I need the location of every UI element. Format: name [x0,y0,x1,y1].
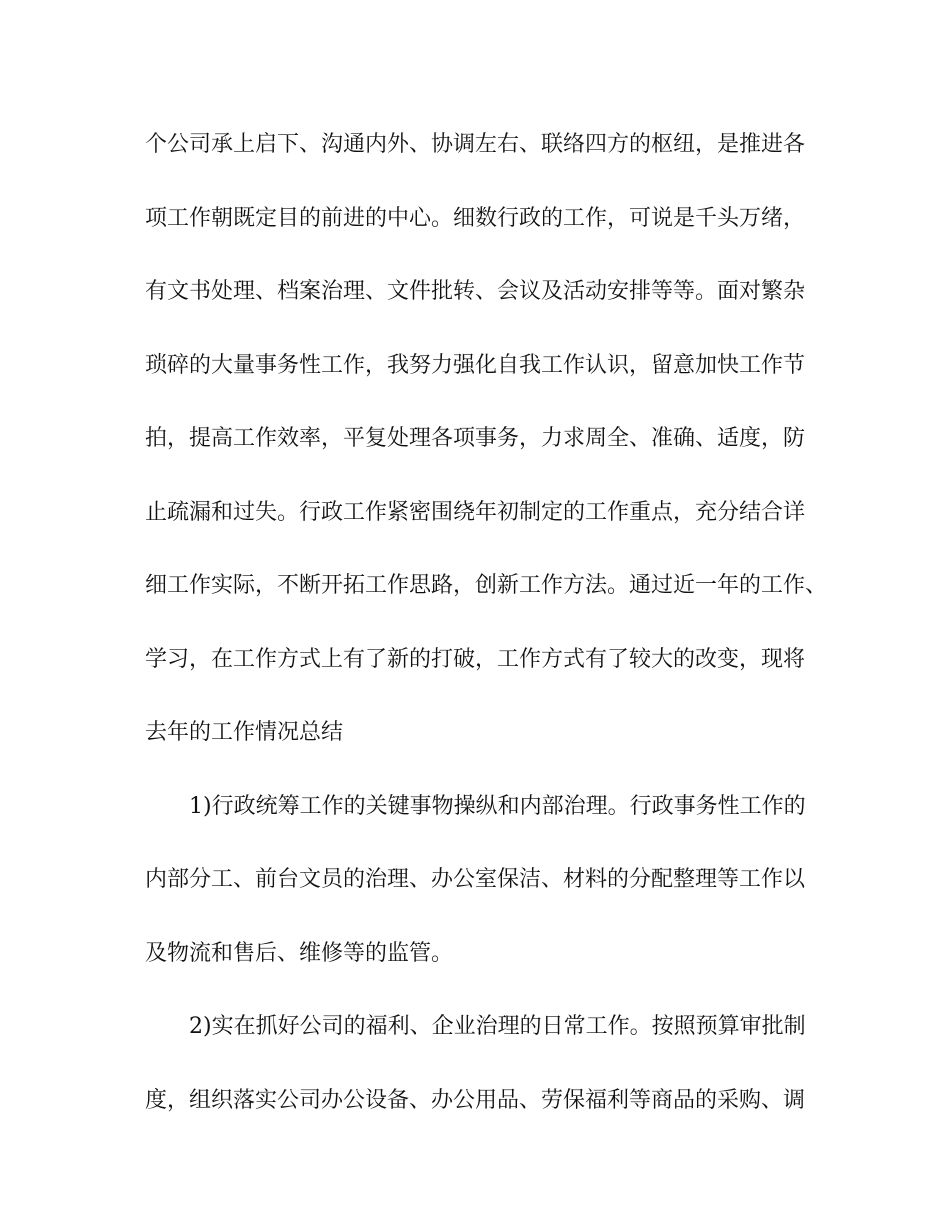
text-line: 项工作朝既定目的前进的中心。细数行政的工作，可说是千头万绪， [145,205,806,231]
text-line: 止疏漏和过失。行政工作紧密围绕年初制定的工作重点，充分结合详 [145,499,806,525]
paragraph-1-start: 1)行政统筹工作的关键事物操纵和内部治理。行政事务性工作的 [189,793,806,819]
text-line: 度，组织落实公司办公设备、办公用品、劳保福利等商品的采购、调 [145,1087,806,1113]
text-line: 有文书处理、档案治理、文件批转、会议及活动安排等等。面对繁杂 [145,279,806,304]
text-line: 琐碎的大量事务性工作，我努力强化自我工作认识，留意加快工作节 [145,352,806,378]
text-line: 细工作实际，不断开拓工作思路，创新工作方法。通过近一年的工作、 [145,573,828,598]
document-body [145,121,828,1150]
text-line: 及物流和售后、维修等的监管。 [145,940,454,966]
text-line: 去年的工作情况总结 [145,720,344,745]
text-line: 学习，在工作方式上有了新的打破，工作方式有了较大的改变，现将 [145,646,806,672]
paragraph-2-start: 2)实在抓好公司的福利、企业治理的日常工作。按照预算审批制 [189,1014,806,1039]
text-line: 个公司承上启下、沟通内外、协调左右、联络四方的枢纽，是推进各 [145,132,806,157]
text-line: 拍，提高工作效率，平复处理各项事务，力求周全、准确、适度，防 [145,426,806,451]
text-line: 内部分工、前台文员的治理、办公室保洁、材料的分配整理等工作以 [145,867,806,892]
